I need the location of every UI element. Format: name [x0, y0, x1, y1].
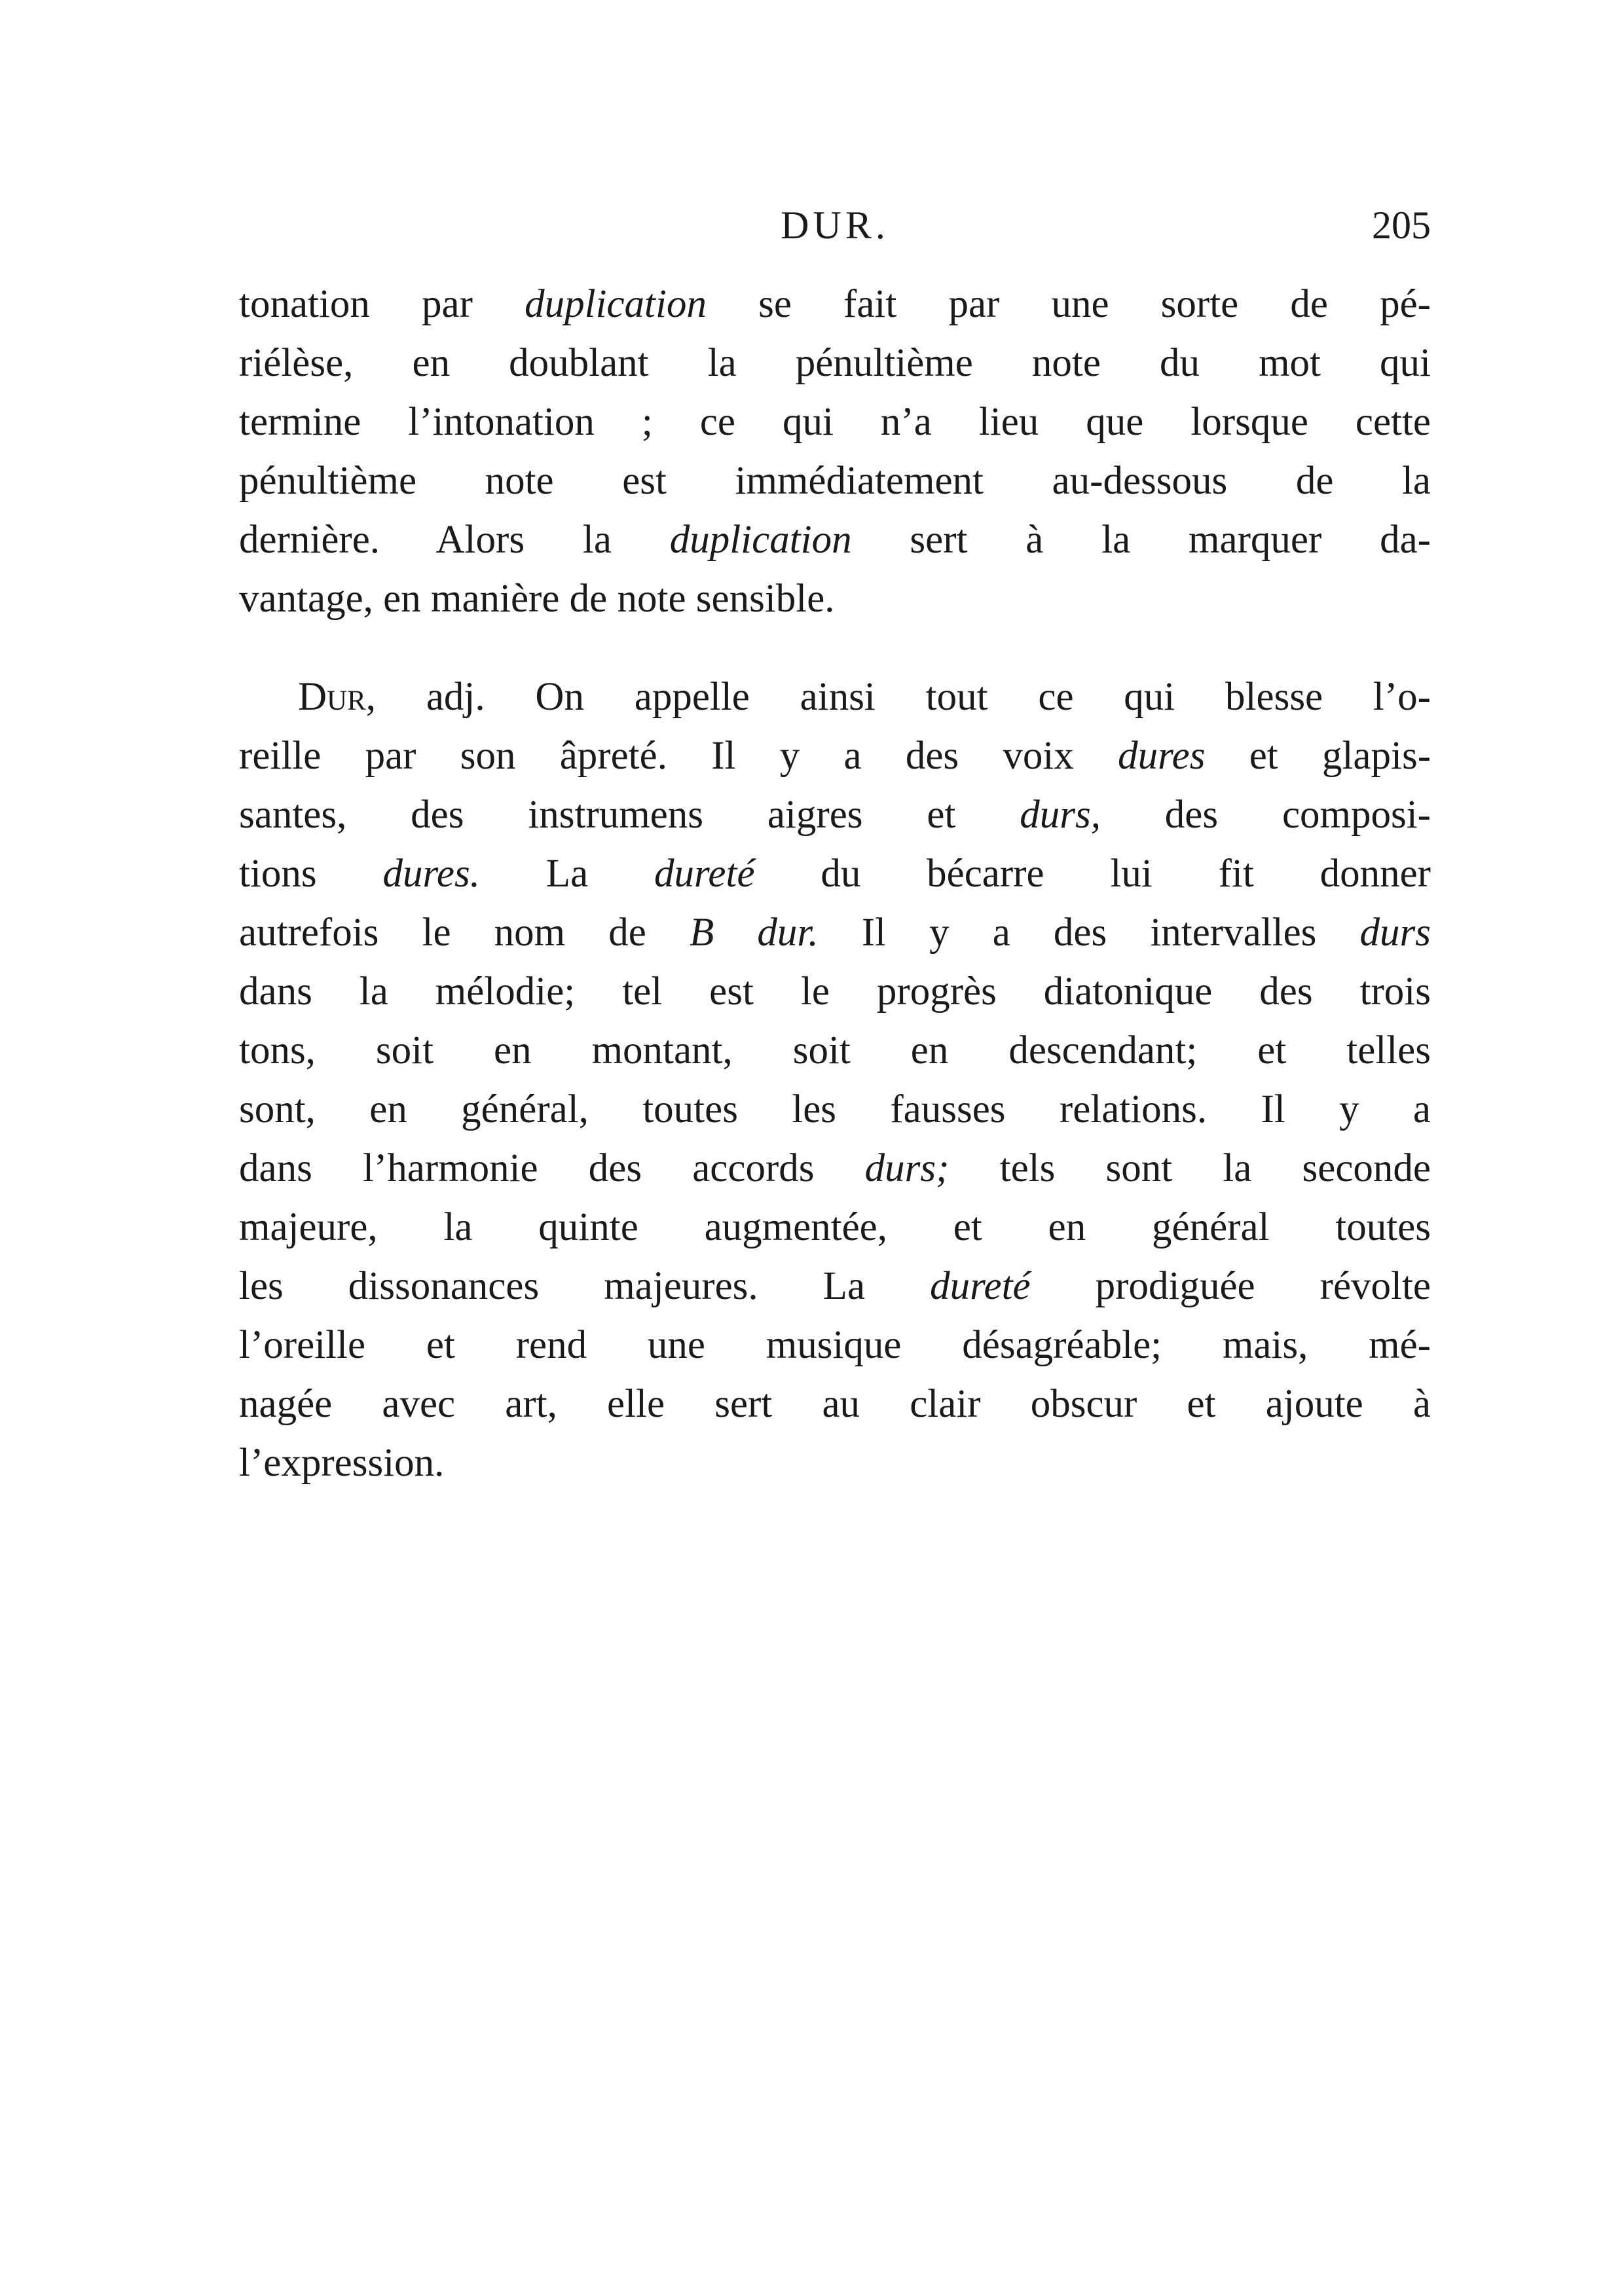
text-run: tonation par	[239, 282, 525, 326]
text-run: tions	[239, 852, 383, 896]
running-head	[239, 203, 1431, 262]
text-line	[239, 1080, 1431, 1139]
text-line	[239, 1021, 1431, 1080]
text-line	[239, 511, 1431, 570]
italic-term: dureté	[654, 852, 755, 896]
text-run: nagée avec art, elle sert au clair obscur et ajoute à	[239, 1382, 1431, 1426]
italic-term: duplication	[669, 518, 852, 562]
italic-term: durs,	[1020, 793, 1101, 837]
text-run: dernière. Alors la	[239, 518, 670, 562]
text-line	[239, 452, 1431, 511]
text-line	[239, 786, 1431, 845]
text-run: pénultième note est immédiatement au-dessous de la	[239, 459, 1431, 503]
text-run: sont, en général, toutes les fausses relations. Il y a	[239, 1087, 1431, 1131]
text-run: tons, soit en montant, soit en descendant; et telles	[239, 1029, 1431, 1072]
text-run: , adj. On appelle ainsi tout ce qui blesse l’o-	[365, 675, 1431, 719]
text-run: l’oreille et rend une musique désagréable; mais, mé-	[239, 1323, 1431, 1367]
text-run: Il y a des intervalles	[818, 911, 1360, 955]
page-number: 205	[1372, 204, 1431, 247]
italic-term: dures	[1118, 734, 1206, 778]
text-run: reille par son âpreté. Il y a des voix	[239, 734, 1118, 778]
text-line	[239, 903, 1431, 962]
text-line	[239, 1257, 1431, 1316]
text-line	[239, 845, 1431, 903]
text-run: les dissonances majeures. La	[239, 1264, 931, 1308]
entry-headword: Dur	[298, 675, 366, 719]
body-text	[239, 275, 1431, 1493]
text-line	[239, 393, 1431, 452]
text-run: dans la mélodie; tel est le progrès diatonique des trois	[239, 970, 1431, 1013]
text-run: vantage, en manière de note sensible.	[239, 577, 835, 621]
italic-term: dureté	[930, 1264, 1031, 1308]
text-run: prodiguée révolte	[1030, 1264, 1431, 1308]
text-line	[239, 1375, 1431, 1434]
text-run: dans l’harmonie des accords	[239, 1146, 865, 1190]
text-line	[239, 1198, 1431, 1257]
running-head-title: DUR.	[781, 204, 889, 247]
text-line	[239, 1139, 1431, 1198]
text-run: et glapis-	[1205, 734, 1431, 778]
text-run: du bécarre lui fit donner	[754, 852, 1431, 896]
paragraph-entry-dur	[239, 668, 1431, 1493]
text-run: autrefois le nom de	[239, 911, 690, 955]
text-line	[239, 962, 1431, 1021]
text-run: l’expression.	[239, 1441, 445, 1485]
italic-term: B dur.	[689, 911, 819, 955]
text-line	[239, 727, 1431, 786]
italic-term: durs	[1359, 911, 1431, 955]
text-line	[239, 668, 1431, 727]
text-run: riélèse, en doublant la pénultième note du mot qui	[239, 341, 1431, 385]
italic-term: dures.	[382, 852, 480, 896]
text-run: santes, des instrumens aigres et	[239, 793, 1020, 837]
text-run: des composi-	[1100, 793, 1431, 837]
text-line	[239, 570, 1431, 629]
paragraph-gap	[239, 629, 1431, 668]
text-run: La	[480, 852, 654, 896]
text-run: termine l’intonation ; ce qui n’a lieu que lorsque cette	[239, 400, 1431, 444]
paragraph-continuation	[239, 275, 1431, 629]
text-run: tels sont la seconde	[949, 1146, 1431, 1190]
italic-term: durs;	[864, 1146, 950, 1190]
text-run: se fait par une sorte de pé-	[706, 282, 1431, 326]
text-run: majeure, la quinte augmentée, et en général toutes	[239, 1205, 1431, 1249]
text-line	[239, 334, 1431, 393]
text-run: sert à la marquer da-	[851, 518, 1431, 562]
text-line	[239, 1316, 1431, 1375]
italic-term: duplication	[525, 282, 707, 326]
text-line	[239, 275, 1431, 334]
text-line	[239, 1434, 1431, 1493]
